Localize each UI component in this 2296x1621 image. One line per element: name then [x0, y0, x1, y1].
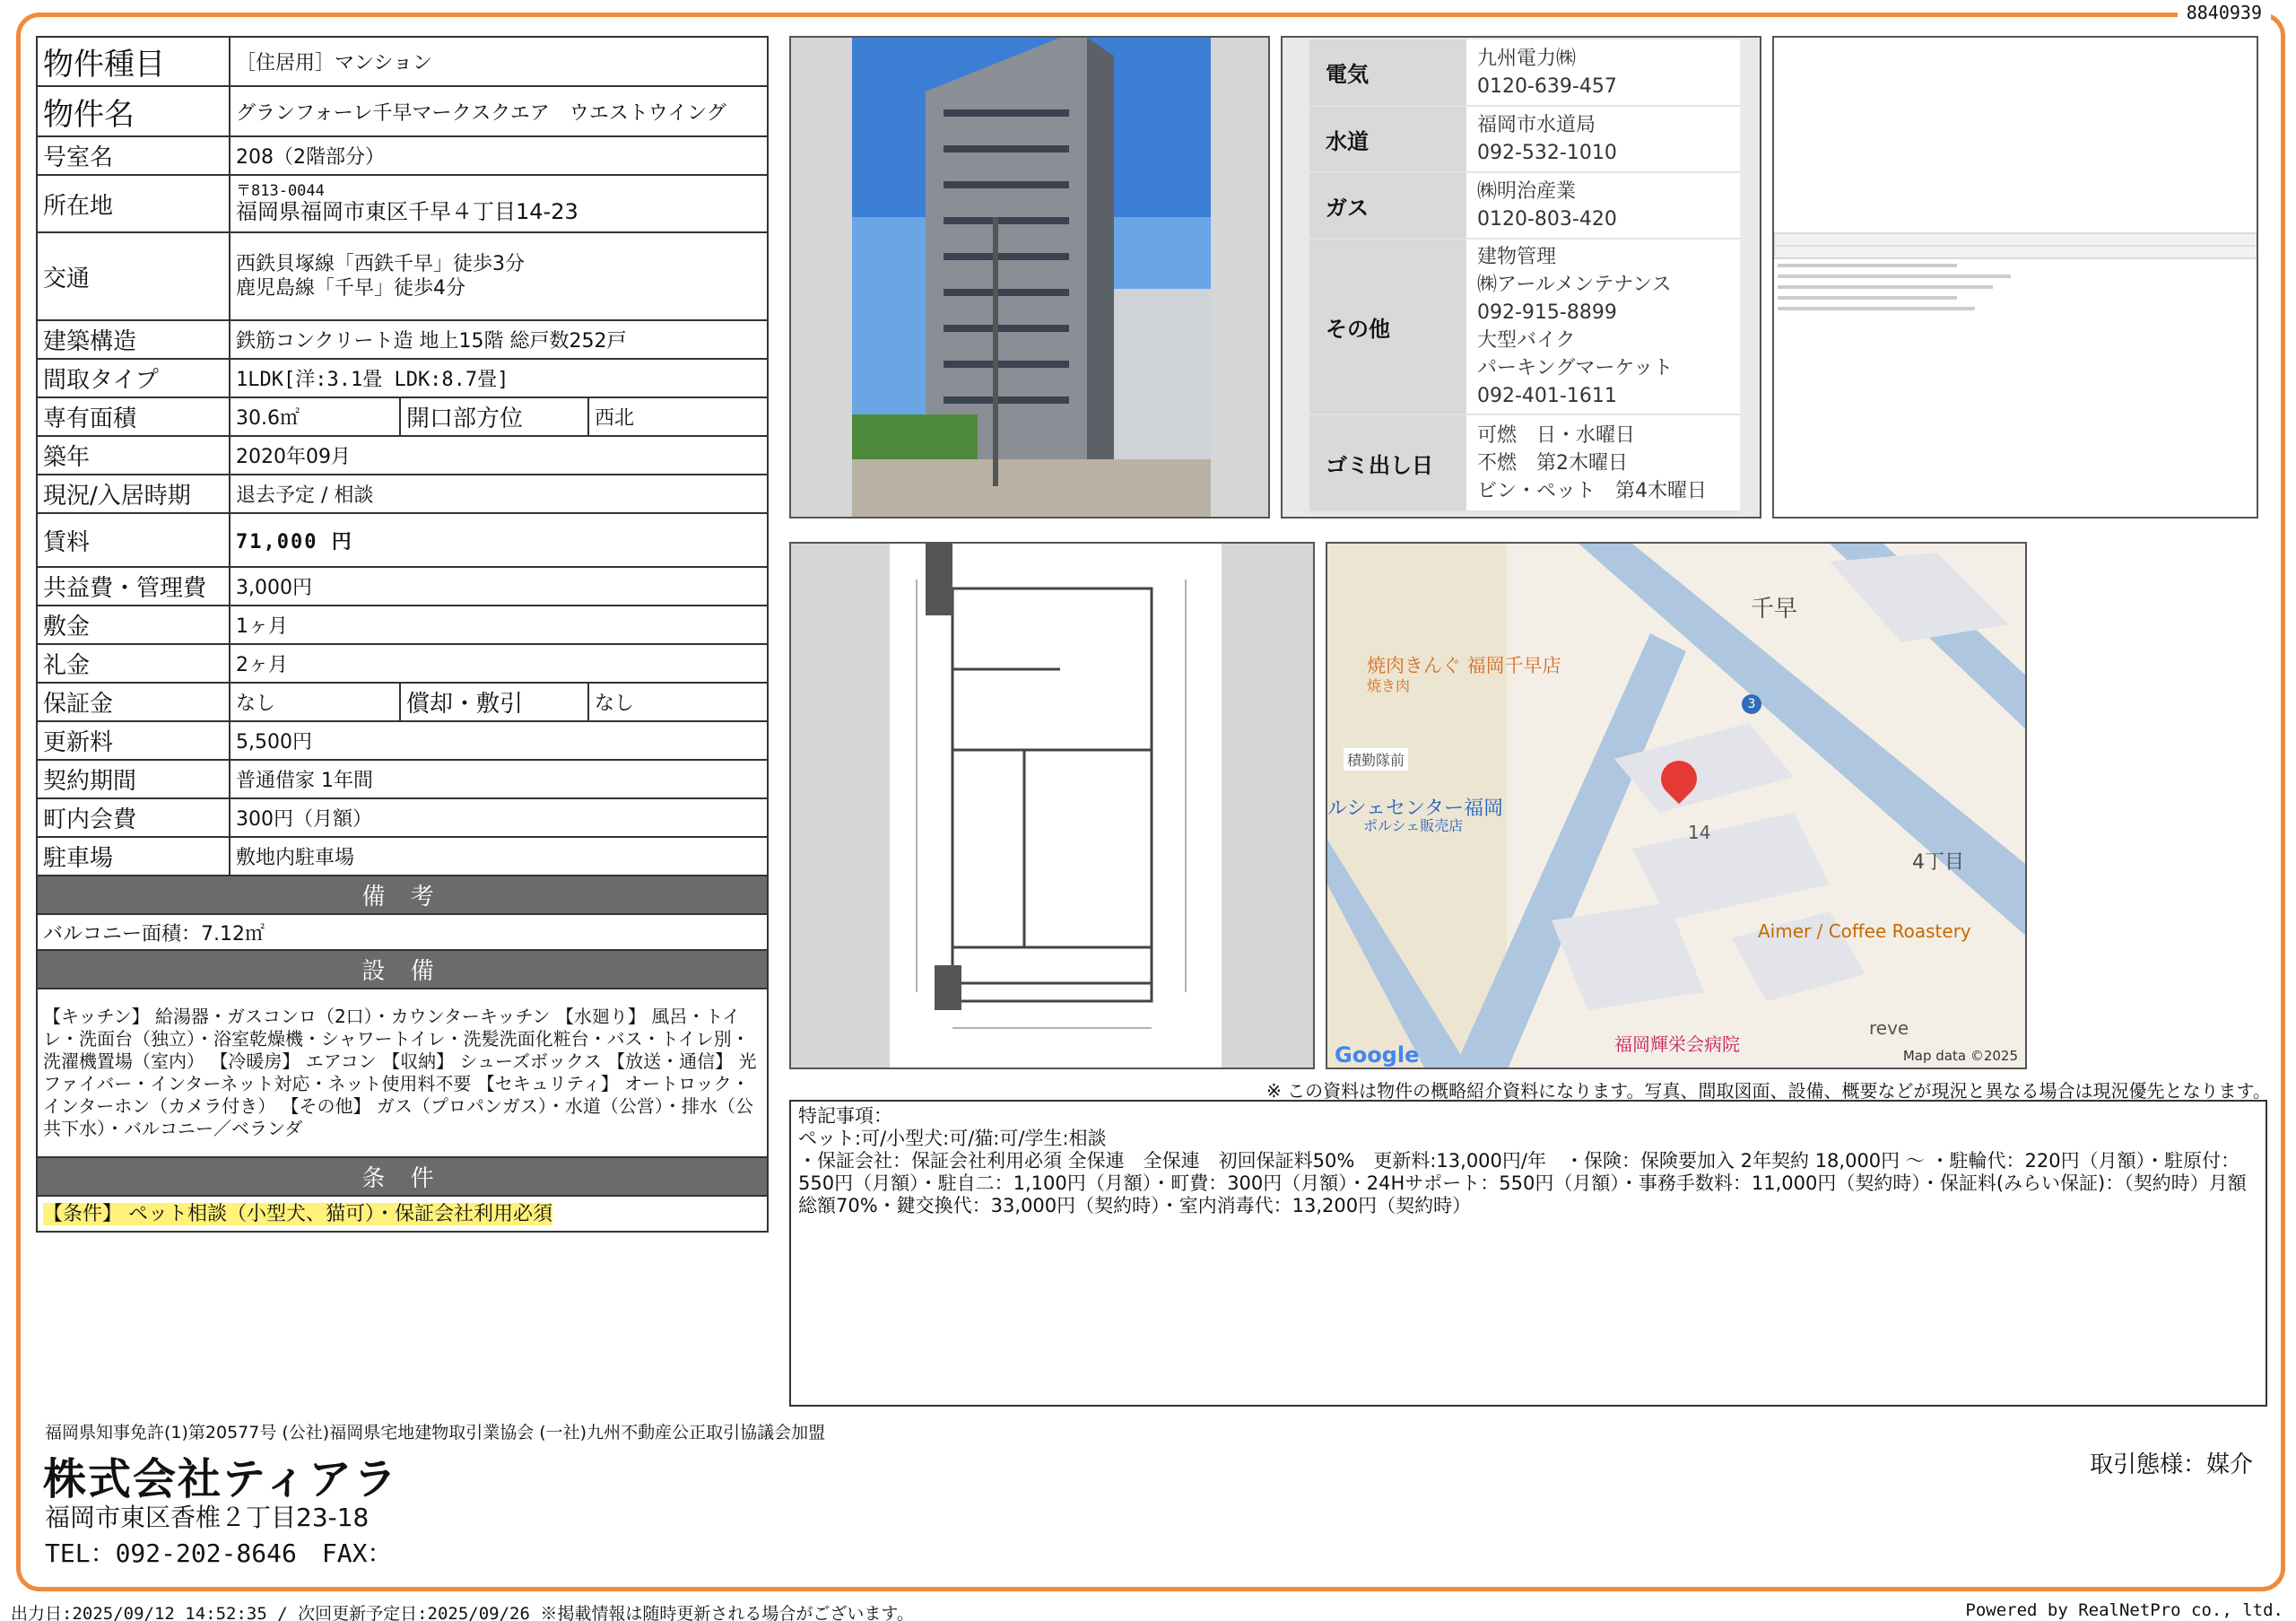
- security-value: なし: [230, 683, 400, 721]
- floor-plan: [789, 542, 1315, 1069]
- renewal-label: 更新料: [37, 721, 230, 760]
- amortization-label: 償却・敷引: [400, 683, 588, 721]
- amortization-value: なし: [588, 683, 768, 721]
- building-photo: [789, 36, 1270, 519]
- renewal-value: 5,500円: [230, 721, 768, 760]
- transit-label: 交通: [37, 232, 230, 320]
- special-notes-box: [789, 1100, 2267, 1407]
- utility-other-line-3: 092-915-8899: [1477, 301, 1617, 324]
- layout-label: 間取タイプ: [37, 359, 230, 397]
- utility-garbage-line-1: 可燃 日・水曜日: [1477, 423, 1636, 447]
- utility-water-tel: 092-532-1010: [1477, 142, 1617, 164]
- contract-label: 契約期間: [37, 760, 230, 798]
- orientation-label: 開口部方位: [400, 397, 588, 436]
- remarks-text: バルコニー面積：7.12㎡: [37, 914, 768, 950]
- output-date: 出力日:2025/09/12 14:52:35 / 次回更新予定日:2025/09/26 ※掲載情報は随時更新される場合がございます。: [11, 1604, 914, 1621]
- conditions-header: 条 件: [37, 1157, 768, 1196]
- utility-garbage-line-2: 不燃 第2木曜日: [1477, 451, 1628, 475]
- map-label-yakiniku: 焼肉きんぐ 福岡千早店: [1367, 655, 1561, 676]
- floor-plan-drawing: [791, 544, 1315, 1069]
- remarks-header: 備 考: [37, 876, 768, 914]
- utility-table: [1309, 39, 1740, 512]
- map-label-hospital: 福岡輝栄会病院: [1614, 1033, 1740, 1055]
- transit-line-2: 鹿児島線「千早」徒歩4分: [236, 277, 465, 300]
- status-value: 退去予定 / 相談: [230, 475, 768, 513]
- map-label-yakiniku-sub: 焼き肉: [1367, 677, 1411, 694]
- conditions-text: 【条件】 ペット相談（小型犬、猫可）・保証会社利用必須: [43, 1203, 552, 1225]
- name-label: 物件名: [37, 86, 230, 136]
- company-name: 株式会社ティアラ: [43, 1454, 399, 1504]
- license-text: 福岡県知事免許(1)第20577号 (公社)福岡県宅地建物取引業協会 (一社)九州不動産公正取引協議会加盟: [45, 1423, 826, 1442]
- orientation-value: 西北: [588, 397, 768, 436]
- layout-value: 1LDK[洋:3.1畳 LDK:8.7畳]: [230, 359, 768, 397]
- room-value: 208（2階部分）: [230, 136, 768, 175]
- structure-value: 鉄筋コンクリート造 地上15階 総戸数252戸: [230, 320, 768, 359]
- map-label-stop: 積勤隊前: [1344, 748, 1408, 771]
- parking-label: 駐車場: [37, 837, 230, 876]
- deal-type: 取引態様：媒介: [2090, 1451, 2254, 1478]
- utility-electricity-name: 九州電力㈱: [1477, 47, 1577, 70]
- area-label: 専有面積: [37, 397, 230, 436]
- utility-label-water: 水道: [1309, 106, 1466, 172]
- building-photo-image: [791, 38, 1270, 519]
- company-address: 福岡市東区香椎２丁目23-18: [45, 1503, 370, 1532]
- address-value: 福岡県福岡市東区千早４丁目14-23: [236, 199, 578, 224]
- structure-label: 建築構造: [37, 320, 230, 359]
- utility-water-name: 福岡市水道局: [1477, 114, 1596, 136]
- special-notes-line-2: ・保証会社：保証会社利用必須 全保連 全保連 初回保証料50% 更新料:13,000円/年 ・保険：保険要加入 2年契約 18,000円 ～ ・駐輪代：220円（月額）・駐原付：550円（月額）・駐自二：1,100円（月額）・町費：300円（月額）・24Hサポート：550円（月額）・事務手数料：11,000円（契約時）・保証料(みらい保証)：（契約時）月額総額70%・鍵交換代：33,000円（契約時）・室内消毒代：13,200円（契約時）: [798, 1150, 2247, 1216]
- deposit-label: 敷金: [37, 606, 230, 644]
- utility-other-line-1: 建物管理: [1477, 246, 1557, 268]
- utility-info-panel: [1281, 36, 1761, 519]
- map-data-credit: Map data ©2025: [1902, 1048, 2018, 1064]
- name-value: グランフォーレ千早マークスクエア ウエストウイング: [230, 86, 768, 136]
- map-label-marche-sub: ポルシェ販売店: [1363, 817, 1464, 834]
- property-table: [36, 36, 769, 1233]
- type-label: 物件種目: [37, 37, 230, 86]
- special-notes-title: 特記事項：: [798, 1105, 892, 1127]
- address-label: 所在地: [37, 175, 230, 232]
- utility-label-electricity: 電気: [1309, 39, 1466, 106]
- equipment-header: 設 備: [37, 950, 768, 989]
- utility-label-other: その他: [1309, 239, 1466, 414]
- fee-value: 3,000円: [230, 567, 768, 606]
- utility-label-gas: ガス: [1309, 172, 1466, 239]
- map-label-marche: ルシェセンター福岡: [1327, 797, 1504, 820]
- fee-table-image: [1772, 36, 2258, 519]
- postal-code: 〒813-0044: [236, 182, 325, 200]
- disclaimer-text: ※ この資料は物件の概略紹介資料になります。写真、間取図面、設備、概要などが現況と異なる場合は現況優先となります。: [1266, 1080, 2271, 1102]
- key-money-label: 礼金: [37, 644, 230, 683]
- utility-other-line-2: ㈱アールメンテナンス: [1477, 274, 1672, 296]
- built-value: 2020年09月: [230, 436, 768, 475]
- utility-label-garbage: ゴミ出し日: [1309, 414, 1466, 511]
- security-label: 保証金: [37, 683, 230, 721]
- utility-other-line-4: 大型バイク: [1477, 329, 1576, 352]
- contract-value: 普通借家 1年間: [230, 760, 768, 798]
- built-label: 築年: [37, 436, 230, 475]
- rent-value: 71,000 円: [230, 513, 768, 567]
- key-money-value: 2ヶ月: [230, 644, 768, 683]
- town-fee-value: 300円（月額）: [230, 798, 768, 837]
- town-fee-label: 町内会費: [37, 798, 230, 837]
- utility-other-line-6: 092-401-1611: [1477, 385, 1617, 407]
- document-number: 8840939: [2178, 2, 2271, 23]
- transit-line-1: 西鉄貝塚線「西鉄千早」徒歩3分: [236, 253, 525, 275]
- deposit-value: 1ヶ月: [230, 606, 768, 644]
- special-notes-line-1: ペット:可/小型犬:可/猫:可/学生:相談: [798, 1128, 1107, 1149]
- map-label-reve: reve: [1869, 1017, 1909, 1039]
- map-label-chihaya: 千早: [1751, 596, 1798, 623]
- status-label: 現況/入居時期: [37, 475, 230, 513]
- parking-value: 敷地内駐車場: [230, 837, 768, 876]
- rent-label: 賃料: [37, 513, 230, 567]
- google-logo: Google: [1335, 1042, 1420, 1068]
- utility-gas-name: ㈱明治産業: [1477, 180, 1577, 203]
- fee-label: 共益費・管理費: [37, 567, 230, 606]
- utility-garbage-line-3: ビン・ペット 第4木曜日: [1477, 479, 1707, 502]
- company-tel: TEL：092-202-8646 FAX：: [45, 1538, 393, 1568]
- map-route-icon: 3: [1742, 694, 1761, 714]
- map-label-4chome: 4丁目: [1912, 851, 1964, 874]
- equipment-text: 【キッチン】 給湯器・ガスコンロ（2口）・カウンターキッチン 【水廻り】 風呂・トイレ・洗面台（独立）・浴室乾燥機・シャワートイレ・洗髪洗面化粧台・バス・トイレ別・洗濯機置場（室内） 【冷暖房】 エアコン 【収納】 シューズボックス 【放送・通信】 光ファイバー・インターネット対応・ネット使用料不要 【セキュリティ】 オートロック・インターホン（カメラ付き） 【その他】 ガス（プロパンガス）・水道（公営）・排水（公共下水）・バルコニー／ベランダ: [37, 989, 768, 1157]
- utility-gas-tel: 0120-803-420: [1477, 208, 1617, 231]
- map-label-14: 14: [1688, 822, 1711, 843]
- room-label: 号室名: [37, 136, 230, 175]
- fee-table-thumbnail: [1774, 38, 2258, 519]
- type-value: ［住居用］マンション: [230, 37, 768, 86]
- powered-by: Powered by RealNetPro co., ltd.: [1965, 1600, 2283, 1620]
- map-label-aimer: Aimer / Coffee Roastery: [1758, 920, 1971, 942]
- location-map: [1326, 542, 2027, 1069]
- area-value: 30.6㎡: [230, 397, 400, 436]
- utility-electricity-tel: 0120-639-457: [1477, 74, 1617, 98]
- utility-other-line-5: パーキングマーケット: [1477, 357, 1674, 379]
